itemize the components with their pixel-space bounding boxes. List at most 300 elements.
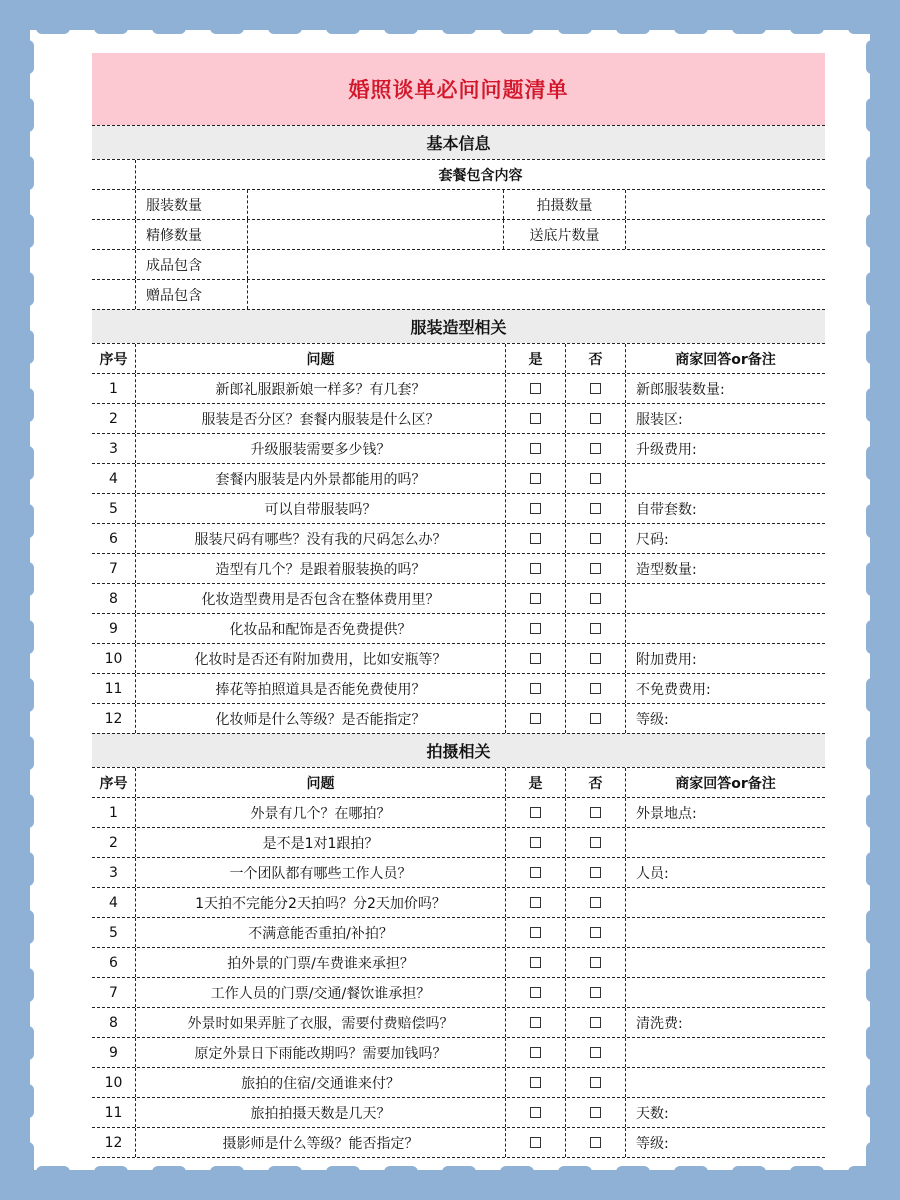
- perforation: [0, 968, 34, 1002]
- row-number: 7: [92, 554, 136, 583]
- question-text: 服装尺码有哪些？没有我的尺码怎么办？: [136, 524, 506, 553]
- row-number: 11: [92, 674, 136, 703]
- package-header: 套餐包含内容: [438, 167, 523, 184]
- perforation: [866, 852, 900, 886]
- yes-cell: [506, 948, 566, 977]
- perforation: [616, 1166, 650, 1200]
- note-cell[interactable]: [626, 918, 825, 947]
- perforation: [0, 1142, 34, 1176]
- yes-cell: [506, 858, 566, 887]
- note-label: 服装区:: [636, 411, 683, 428]
- question-text: 升级服装需要多少钱？: [136, 434, 506, 463]
- header-no-option: 否: [566, 768, 626, 797]
- blank-cell: [92, 220, 136, 249]
- question-row: [92, 947, 825, 977]
- no-cell: [566, 554, 626, 583]
- yes-cell: [506, 374, 566, 403]
- question-row: [92, 643, 825, 673]
- question-text: 化妆师是什么等级？是否能指定？: [136, 704, 506, 733]
- no-checkbox[interactable]: [590, 623, 601, 634]
- question-row: [92, 857, 825, 887]
- header-question: 问题: [136, 768, 506, 797]
- header-no-option: 否: [566, 344, 626, 373]
- perforation: [94, 1166, 128, 1200]
- row-number: 7: [92, 978, 136, 1007]
- no-checkbox[interactable]: [590, 1077, 601, 1088]
- perforation: [94, 0, 128, 34]
- yes-cell: [506, 1038, 566, 1067]
- no-cell: [566, 464, 626, 493]
- section-shoot: 拍摄相关: [92, 733, 825, 767]
- row-number: 3: [92, 434, 136, 463]
- yes-cell: [506, 888, 566, 917]
- no-cell: [566, 494, 626, 523]
- outfit-count-field[interactable]: [248, 190, 504, 219]
- yes-cell: [506, 978, 566, 1007]
- note-label: 外景地点:: [636, 805, 697, 822]
- note-label: 不免费费用:: [636, 681, 711, 698]
- gifts-field[interactable]: [248, 280, 825, 309]
- no-cell: [566, 1038, 626, 1067]
- row-number: 5: [92, 918, 136, 947]
- page-title: 婚照谈单必问问题清单: [92, 53, 825, 125]
- perforation: [558, 0, 592, 34]
- perforation: [674, 0, 708, 34]
- row-number: 10: [92, 644, 136, 673]
- yes-cell: [506, 614, 566, 643]
- no-cell: [566, 1008, 626, 1037]
- no-checkbox[interactable]: [590, 713, 601, 724]
- note-cell[interactable]: [626, 798, 825, 827]
- question-row: [92, 493, 825, 523]
- perforation: [36, 1166, 70, 1200]
- perforation: [0, 736, 34, 770]
- header-yes: 是: [506, 344, 566, 373]
- basic-row-products: [92, 249, 825, 279]
- perforation: [0, 1026, 34, 1060]
- row-number: 4: [92, 464, 136, 493]
- question-text: 服装是否分区？套餐内服装是什么区？: [136, 404, 506, 433]
- perforation: [0, 272, 34, 306]
- perforation: [866, 156, 900, 190]
- yes-cell: [506, 828, 566, 857]
- yes-cell: [506, 798, 566, 827]
- perforation: [210, 1166, 244, 1200]
- yes-cell: [506, 704, 566, 733]
- header-note: 商家回答or备注: [675, 775, 776, 792]
- yes-cell: [506, 524, 566, 553]
- yes-checkbox[interactable]: [530, 653, 541, 664]
- question-text: 工作人员的门票/交通/餐饮谁承担？: [136, 978, 506, 1007]
- no-checkbox[interactable]: [590, 413, 601, 424]
- yes-cell: [506, 434, 566, 463]
- perforation: [500, 0, 534, 34]
- note-label: 等级:: [636, 1135, 669, 1152]
- yes-checkbox[interactable]: [530, 897, 541, 908]
- question-text: 套餐内服装是内外景都能用的吗？: [136, 464, 506, 493]
- no-cell: [566, 978, 626, 1007]
- question-row: [92, 523, 825, 553]
- perforation: [866, 504, 900, 538]
- question-text: 外景时如果弄脏了衣服，需要付费赔偿吗？: [136, 1008, 506, 1037]
- basic-row-gifts: [92, 279, 825, 309]
- blank-cell: [92, 190, 136, 219]
- yes-checkbox[interactable]: [530, 383, 541, 394]
- no-checkbox[interactable]: [590, 927, 601, 938]
- perforation: [0, 620, 34, 654]
- note-label: 天数:: [636, 1105, 669, 1122]
- perforation: [0, 1084, 34, 1118]
- perforation: [0, 794, 34, 828]
- row-number: 3: [92, 858, 136, 887]
- row-number: 2: [92, 404, 136, 433]
- perforation: [866, 272, 900, 306]
- question-text: 原定外景日下雨能改期吗？需要加钱吗？: [136, 1038, 506, 1067]
- row-number: 4: [92, 888, 136, 917]
- yes-cell: [506, 918, 566, 947]
- no-checkbox[interactable]: [590, 897, 601, 908]
- basic-row-retouch: [92, 219, 825, 249]
- note-cell[interactable]: [626, 464, 825, 493]
- yes-checkbox[interactable]: [530, 867, 541, 878]
- yes-cell: [506, 644, 566, 673]
- yes-checkbox[interactable]: [530, 927, 541, 938]
- perforation: [0, 678, 34, 712]
- no-checkbox[interactable]: [590, 683, 601, 694]
- question-text: 旅拍的住宿/交通谁来付？: [136, 1068, 506, 1097]
- row-number: 2: [92, 828, 136, 857]
- no-checkbox[interactable]: [590, 1107, 601, 1118]
- perforation: [866, 620, 900, 654]
- note-cell[interactable]: [626, 978, 825, 1007]
- checklist-sheet: [92, 53, 825, 1165]
- no-cell: [566, 434, 626, 463]
- perforation: [442, 0, 476, 34]
- question-row: [92, 613, 825, 643]
- basic-row-outfit: [92, 189, 825, 219]
- perforation: [210, 0, 244, 34]
- question-row: [92, 827, 825, 857]
- yes-checkbox[interactable]: [530, 1077, 541, 1088]
- perforation: [152, 0, 186, 34]
- perforation: [866, 40, 900, 74]
- perforation: [866, 736, 900, 770]
- perforation: [866, 968, 900, 1002]
- row-number: 6: [92, 948, 136, 977]
- question-row: [92, 797, 825, 827]
- no-cell: [566, 644, 626, 673]
- row-number: 9: [92, 1038, 136, 1067]
- blank-cell: [92, 280, 136, 309]
- question-row: [92, 917, 825, 947]
- perforation: [866, 1142, 900, 1176]
- perforation: [558, 1166, 592, 1200]
- perforation: [790, 0, 824, 34]
- products-field[interactable]: [248, 250, 825, 279]
- row-number: 11: [92, 1098, 136, 1127]
- yes-checkbox[interactable]: [530, 623, 541, 634]
- no-cell: [566, 524, 626, 553]
- photo-count-label: 拍摄数量: [504, 190, 626, 219]
- perforation: [616, 0, 650, 34]
- perforation: [0, 156, 34, 190]
- yes-checkbox[interactable]: [530, 1017, 541, 1028]
- perforation: [732, 0, 766, 34]
- yes-checkbox[interactable]: [530, 713, 541, 724]
- raw-count-field[interactable]: [626, 220, 825, 249]
- perforation: [866, 446, 900, 480]
- perforation: [0, 562, 34, 596]
- section-basic-info: 基本信息: [92, 125, 825, 159]
- header-no: 序号: [92, 344, 136, 373]
- question-text: 捧花等拍照道具是否能免费使用？: [136, 674, 506, 703]
- no-checkbox[interactable]: [590, 867, 601, 878]
- row-number: 8: [92, 1008, 136, 1037]
- note-cell[interactable]: [626, 1128, 825, 1157]
- question-text: 化妆造型费用是否包含在整体费用里？: [136, 584, 506, 613]
- question-text: 摄影师是什么等级？能否指定？: [136, 1128, 506, 1157]
- no-checkbox[interactable]: [590, 503, 601, 514]
- yes-checkbox[interactable]: [530, 563, 541, 574]
- yes-cell: [506, 1008, 566, 1037]
- perforation: [36, 0, 70, 34]
- no-cell: [566, 704, 626, 733]
- no-checkbox[interactable]: [590, 837, 601, 848]
- question-text: 化妆时是否还有附加费用，比如安瓶等？: [136, 644, 506, 673]
- question-text: 可以自带服装吗？: [136, 494, 506, 523]
- retouch-count-label: 精修数量: [136, 220, 248, 249]
- section-outfit: 服装造型相关: [92, 309, 825, 343]
- note-label: 新郎服装数量:: [636, 381, 725, 398]
- perforation: [0, 446, 34, 480]
- yes-checkbox[interactable]: [530, 683, 541, 694]
- outfit-table-header: [92, 343, 825, 373]
- perforation: [866, 1084, 900, 1118]
- products-label: 成品包含: [136, 250, 248, 279]
- note-cell[interactable]: [626, 1008, 825, 1037]
- retouch-count-field[interactable]: [248, 220, 504, 249]
- note-cell[interactable]: [626, 1068, 825, 1097]
- note-label: 清洗费:: [636, 1015, 683, 1032]
- yes-cell: [506, 494, 566, 523]
- no-checkbox[interactable]: [590, 563, 601, 574]
- perforation: [732, 1166, 766, 1200]
- question-row: [92, 977, 825, 1007]
- question-text: 拍外景的门票/车费谁来承担？: [136, 948, 506, 977]
- question-text: 化妆品和配饰是否免费提供？: [136, 614, 506, 643]
- yes-checkbox[interactable]: [530, 503, 541, 514]
- note-label: 造型数量:: [636, 561, 697, 578]
- perforation: [268, 1166, 302, 1200]
- note-cell[interactable]: [626, 704, 825, 733]
- no-cell: [566, 584, 626, 613]
- header-no: 序号: [92, 768, 136, 797]
- raw-count-label: 送底片数量: [504, 220, 626, 249]
- yes-checkbox[interactable]: [530, 957, 541, 968]
- shoot-rows: [92, 797, 825, 1157]
- no-cell: [566, 948, 626, 977]
- perforation: [442, 1166, 476, 1200]
- yes-checkbox[interactable]: [530, 593, 541, 604]
- note-label: 自带套数:: [636, 501, 697, 518]
- outfit-count-label: 服装数量: [136, 190, 248, 219]
- perforation: [0, 40, 34, 74]
- question-row: [92, 703, 825, 733]
- no-checkbox[interactable]: [590, 957, 601, 968]
- note-cell[interactable]: [626, 524, 825, 553]
- note-cell[interactable]: [626, 644, 825, 673]
- question-row: [92, 1007, 825, 1037]
- no-cell: [566, 674, 626, 703]
- no-checkbox[interactable]: [590, 807, 601, 818]
- perforation: [500, 1166, 534, 1200]
- row-number: 1: [92, 374, 136, 403]
- question-text: 造型有几个？是跟着服装换的吗？: [136, 554, 506, 583]
- note-cell[interactable]: [626, 494, 825, 523]
- yes-checkbox[interactable]: [530, 1047, 541, 1058]
- note-cell[interactable]: [626, 888, 825, 917]
- blank-cell: [92, 250, 136, 279]
- question-text: 一个团队都有哪些工作人员？: [136, 858, 506, 887]
- row-number: 1: [92, 798, 136, 827]
- no-checkbox[interactable]: [590, 1047, 601, 1058]
- question-text: 旅拍拍摄天数是几天？: [136, 1098, 506, 1127]
- photo-count-field[interactable]: [626, 190, 825, 219]
- note-cell[interactable]: [626, 858, 825, 887]
- perforation: [674, 1166, 708, 1200]
- yes-cell: [506, 554, 566, 583]
- question-row: [92, 373, 825, 403]
- yes-checkbox[interactable]: [530, 413, 541, 424]
- yes-checkbox[interactable]: [530, 987, 541, 998]
- no-cell: [566, 374, 626, 403]
- question-row: [92, 433, 825, 463]
- question-row: [92, 1037, 825, 1067]
- yes-checkbox[interactable]: [530, 837, 541, 848]
- row-number: 10: [92, 1068, 136, 1097]
- no-cell: [566, 614, 626, 643]
- package-header-row: [92, 159, 825, 189]
- no-cell: [566, 1068, 626, 1097]
- header-question: 问题: [136, 344, 506, 373]
- table-bottom-border: [92, 1157, 825, 1158]
- shoot-table-header: [92, 767, 825, 797]
- row-number: 6: [92, 524, 136, 553]
- yes-checkbox[interactable]: [530, 1137, 541, 1148]
- no-cell: [566, 798, 626, 827]
- question-row: [92, 553, 825, 583]
- question-row: [92, 583, 825, 613]
- note-cell[interactable]: [626, 434, 825, 463]
- note-cell[interactable]: [626, 1038, 825, 1067]
- no-checkbox[interactable]: [590, 653, 601, 664]
- no-cell: [566, 1098, 626, 1127]
- no-checkbox[interactable]: [590, 1017, 601, 1028]
- perforation: [866, 794, 900, 828]
- no-cell: [566, 1128, 626, 1157]
- note-cell[interactable]: [626, 374, 825, 403]
- yes-checkbox[interactable]: [530, 443, 541, 454]
- no-cell: [566, 918, 626, 947]
- question-row: [92, 1127, 825, 1157]
- question-text: 不满意能否重拍/补拍？: [136, 918, 506, 947]
- perforation: [0, 214, 34, 248]
- gifts-label: 赠品包含: [136, 280, 248, 309]
- yes-cell: [506, 1098, 566, 1127]
- perforation: [866, 330, 900, 364]
- row-number: 5: [92, 494, 136, 523]
- question-row: [92, 403, 825, 433]
- question-text: 新郎礼服跟新娘一样多？有几套？: [136, 374, 506, 403]
- yes-cell: [506, 404, 566, 433]
- row-number: 12: [92, 1128, 136, 1157]
- no-cell: [566, 828, 626, 857]
- row-number: 8: [92, 584, 136, 613]
- perforation: [0, 98, 34, 132]
- yes-cell: [506, 584, 566, 613]
- note-cell[interactable]: [626, 554, 825, 583]
- perforation: [152, 1166, 186, 1200]
- no-checkbox[interactable]: [590, 593, 601, 604]
- header-note: 商家回答or备注: [675, 351, 776, 368]
- yes-checkbox[interactable]: [530, 1107, 541, 1118]
- note-cell[interactable]: [626, 584, 825, 613]
- yes-checkbox[interactable]: [530, 533, 541, 544]
- no-checkbox[interactable]: [590, 533, 601, 544]
- question-row: [92, 1097, 825, 1127]
- yes-cell: [506, 464, 566, 493]
- perforation: [326, 1166, 360, 1200]
- perforation: [866, 910, 900, 944]
- perforation: [268, 0, 302, 34]
- question-row: [92, 463, 825, 493]
- note-cell[interactable]: [626, 828, 825, 857]
- perforation: [0, 330, 34, 364]
- header-yes: 是: [506, 768, 566, 797]
- perforation: [384, 0, 418, 34]
- note-label: 升级费用:: [636, 441, 697, 458]
- no-checkbox[interactable]: [590, 383, 601, 394]
- note-cell[interactable]: [626, 1098, 825, 1127]
- no-checkbox[interactable]: [590, 1137, 601, 1148]
- no-checkbox[interactable]: [590, 987, 601, 998]
- perforation: [848, 0, 882, 34]
- note-label: 尺码:: [636, 531, 669, 548]
- perforation: [0, 910, 34, 944]
- yes-checkbox[interactable]: [530, 807, 541, 818]
- question-text: 是不是1对1跟拍？: [136, 828, 506, 857]
- yes-checkbox[interactable]: [530, 473, 541, 484]
- note-cell[interactable]: [626, 404, 825, 433]
- perforation: [0, 504, 34, 538]
- no-checkbox[interactable]: [590, 443, 601, 454]
- yes-cell: [506, 1128, 566, 1157]
- no-cell: [566, 888, 626, 917]
- row-number: 12: [92, 704, 136, 733]
- question-row: [92, 673, 825, 703]
- perforation: [866, 1026, 900, 1060]
- perforation: [866, 562, 900, 596]
- no-checkbox[interactable]: [590, 473, 601, 484]
- note-cell[interactable]: [626, 614, 825, 643]
- note-cell[interactable]: [626, 948, 825, 977]
- perforation: [866, 98, 900, 132]
- note-label: 人员:: [636, 865, 669, 882]
- question-row: [92, 887, 825, 917]
- note-cell[interactable]: [626, 674, 825, 703]
- row-number: 9: [92, 614, 136, 643]
- perforation: [0, 852, 34, 886]
